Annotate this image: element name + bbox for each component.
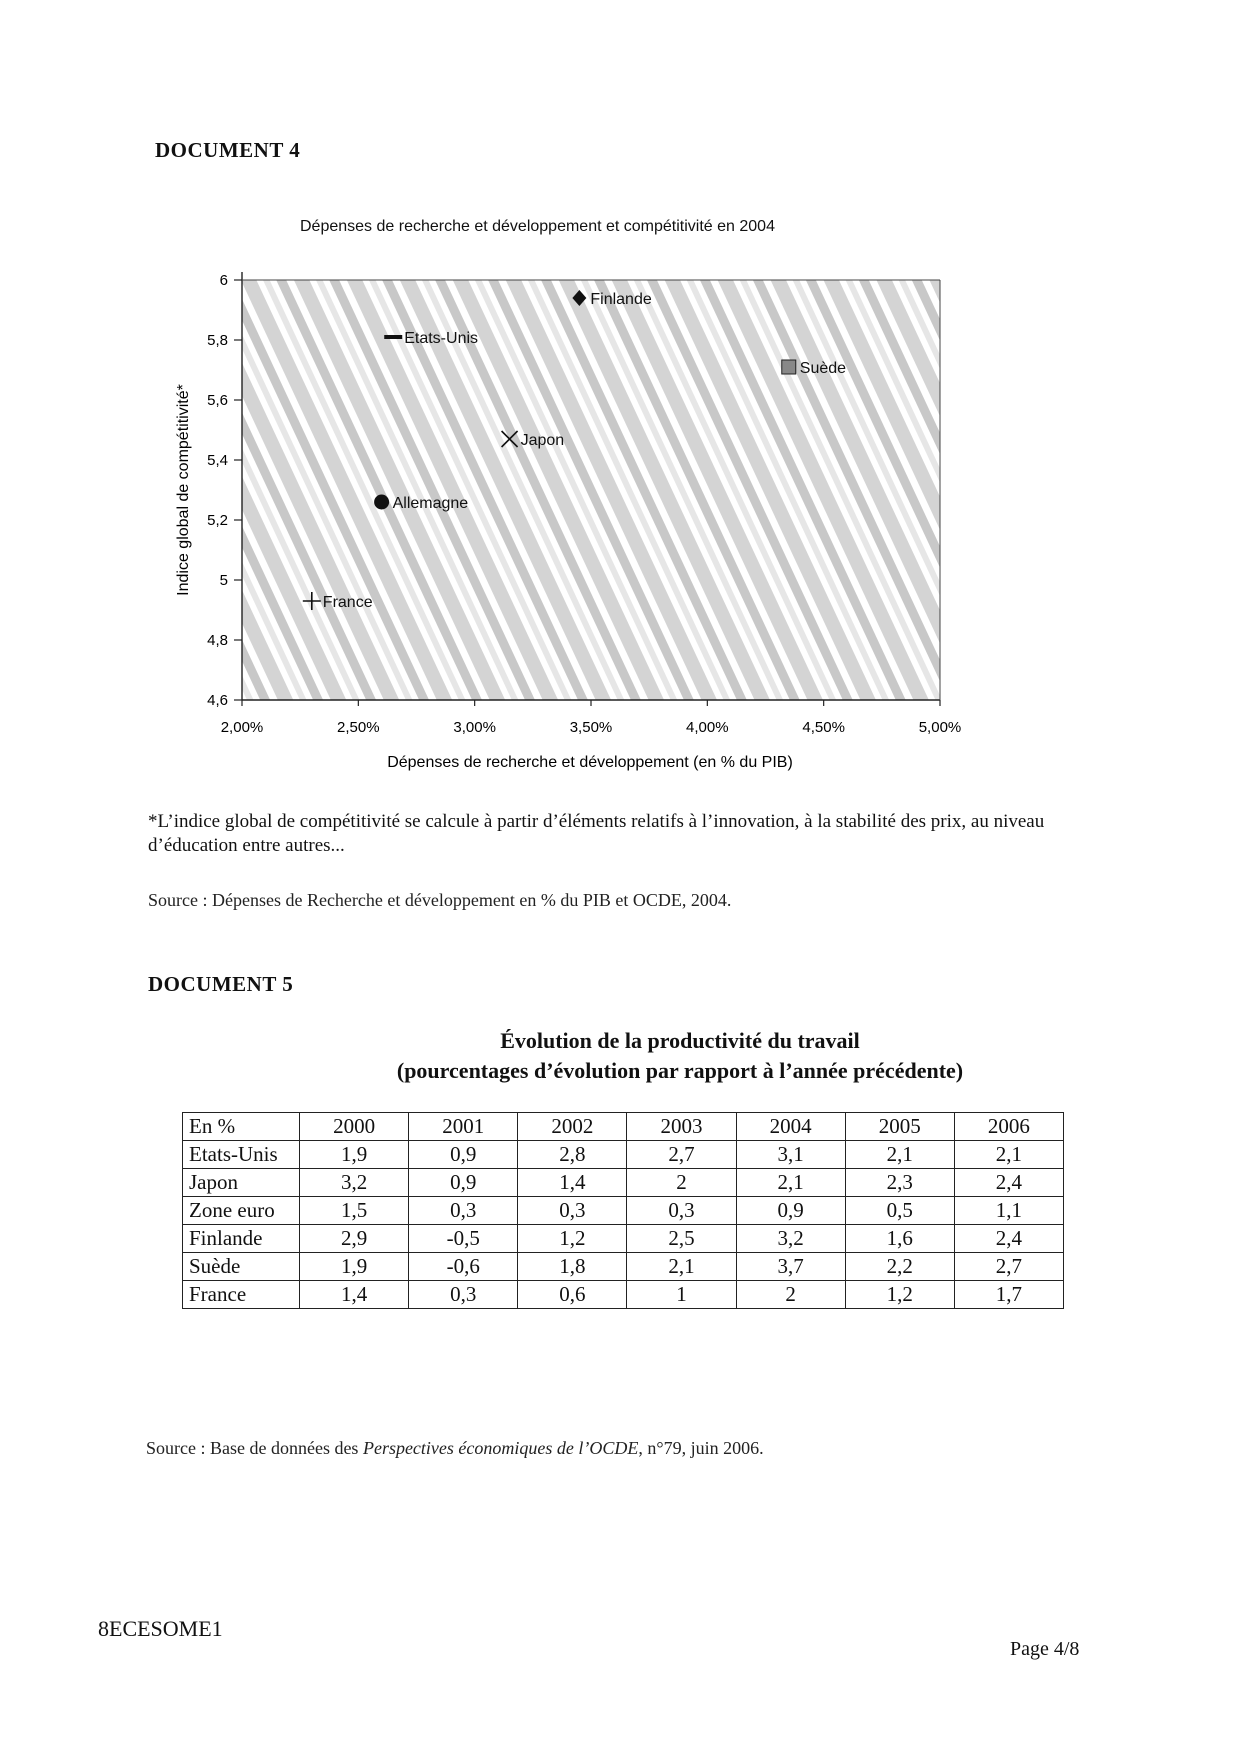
header-cell: 2003	[627, 1113, 736, 1141]
header-cell: 2000	[300, 1113, 409, 1141]
point-label-allemagne: Allemagne	[392, 495, 469, 512]
table-cell: 1,2	[518, 1225, 627, 1253]
productivity-table	[182, 1112, 1064, 1309]
document-4-source: Source : Dépenses de Recherche et développement en % du PIB et OCDE, 2004.	[148, 890, 732, 910]
table-row	[183, 1169, 1064, 1197]
x-tick-label: 5,00%	[918, 719, 962, 736]
y-tick-label: 5,4	[207, 452, 228, 469]
table-cell: 3,1	[736, 1141, 845, 1169]
y-axis-label: Indice global de compétitivité*	[175, 384, 192, 596]
exam-code: 8ECESOME1	[98, 1616, 223, 1641]
table-cell: 2,1	[627, 1253, 736, 1281]
y-tick-label: 5	[219, 572, 228, 589]
table-cell: 2,4	[954, 1169, 1063, 1197]
y-tick-label: 4,6	[207, 692, 228, 709]
header-cell: 2004	[736, 1113, 845, 1141]
row-label: Etats-Unis	[183, 1141, 300, 1169]
table-cell: 1,7	[954, 1281, 1063, 1309]
y-tick-label: 5,6	[207, 392, 228, 409]
table-row	[183, 1281, 1064, 1309]
table-cell: 1,6	[845, 1225, 954, 1253]
table-cell: 2	[627, 1169, 736, 1197]
point-etats-unis	[384, 335, 402, 339]
header-cell: 2001	[409, 1113, 518, 1141]
x-tick-label: 2,00%	[220, 719, 264, 736]
y-tick-label: 5,8	[207, 332, 228, 349]
table-subtitle: (pourcentages d’évolution par rapport à l’année précédente)	[396, 1058, 964, 1083]
point-label-japon: Japon	[520, 432, 565, 449]
table-cell: 1,4	[300, 1281, 409, 1309]
table-cell: 0,3	[518, 1197, 627, 1225]
table-cell: 2,2	[845, 1253, 954, 1281]
table-cell: 2,4	[954, 1225, 1063, 1253]
plot-area	[242, 280, 940, 700]
table-cell: 0,9	[409, 1169, 518, 1197]
table-cell: -0,5	[409, 1225, 518, 1253]
row-label: Japon	[183, 1169, 300, 1197]
table-cell: 2,8	[518, 1141, 627, 1169]
table-cell: 2,1	[845, 1141, 954, 1169]
y-tick-label: 6	[219, 272, 228, 289]
chart-title: Dépenses de recherche et développement et compétitivité en 2004	[300, 218, 775, 235]
source-prefix: Source : Base de données des	[146, 1438, 363, 1458]
table-row	[183, 1253, 1064, 1281]
document-4-heading: DOCUMENT 4	[155, 138, 301, 162]
table-cell: 0,3	[627, 1197, 736, 1225]
table-cell: 2,7	[627, 1141, 736, 1169]
table-cell: 1,8	[518, 1253, 627, 1281]
table-cell: 2,3	[845, 1169, 954, 1197]
table-cell: 3,7	[736, 1253, 845, 1281]
table-cell: 0,9	[736, 1197, 845, 1225]
document-5-source	[146, 1438, 764, 1459]
row-label: Suède	[183, 1253, 300, 1281]
table-cell: 0,5	[845, 1197, 954, 1225]
table-cell: 2,5	[627, 1225, 736, 1253]
x-tick-label: 3,00%	[453, 719, 496, 736]
point-label-etats-unis: Etats-Unis	[404, 330, 479, 347]
point-label-su-de: Suède	[799, 360, 847, 377]
table-cell: 0,3	[409, 1197, 518, 1225]
point-allemagne	[374, 495, 389, 510]
header-cell: 2006	[954, 1113, 1063, 1141]
row-label: Zone euro	[183, 1197, 300, 1225]
table-cell: 0,9	[409, 1141, 518, 1169]
table-row	[183, 1225, 1064, 1253]
table-cell: 1,1	[954, 1197, 1063, 1225]
table-cell: 1,9	[300, 1141, 409, 1169]
document-5-heading: DOCUMENT 5	[148, 972, 294, 996]
table-cell: 1	[627, 1281, 736, 1309]
y-tick-label: 5,2	[207, 512, 228, 529]
table-title: Évolution de la productivité du travail	[500, 1028, 860, 1053]
x-tick-label: 4,50%	[802, 719, 845, 736]
header-cell: 2005	[845, 1113, 954, 1141]
source-publication: Perspectives économiques de l’OCDE	[362, 1438, 639, 1458]
table-cell: 2,7	[954, 1253, 1063, 1281]
table-row	[183, 1141, 1064, 1169]
table-cell: 2,1	[954, 1141, 1063, 1169]
x-tick-label: 3,50%	[569, 719, 613, 736]
point-label-finlande: Finlande	[590, 291, 652, 308]
scatter-chart	[0, 0, 1240, 800]
table-cell: 1,4	[518, 1169, 627, 1197]
row-label: France	[183, 1281, 300, 1309]
table-cell: 2,1	[736, 1169, 845, 1197]
row-label: Finlande	[183, 1225, 300, 1253]
table-cell: 0,3	[409, 1281, 518, 1309]
point-su-de	[782, 360, 796, 374]
x-axis-label: Dépenses de recherche et développement (en % du PIB)	[387, 754, 793, 771]
header-cell: 2002	[518, 1113, 627, 1141]
competitiveness-footnote: *L’indice global de compétitivité se calcule à partir d’éléments relatifs à l’innovation, à la stabilité des prix, au niveau d’éducation entre autres...	[148, 811, 1045, 856]
table-cell: 2	[736, 1281, 845, 1309]
table-cell: -0,6	[409, 1253, 518, 1281]
table-cell: 1,5	[300, 1197, 409, 1225]
y-tick-label: 4,8	[207, 632, 228, 649]
table-cell: 1,2	[845, 1281, 954, 1309]
table-header-row	[183, 1113, 1064, 1141]
x-tick-label: 4,00%	[686, 719, 729, 736]
table-cell: 0,6	[518, 1281, 627, 1309]
table-row	[183, 1197, 1064, 1225]
page-number: Page 4/8	[1010, 1638, 1080, 1660]
table-cell: 1,9	[300, 1253, 409, 1281]
header-cell: En %	[183, 1113, 300, 1141]
point-label-france: France	[322, 594, 373, 611]
table-cell: 2,9	[300, 1225, 409, 1253]
x-tick-label: 2,50%	[337, 719, 380, 736]
table-cell: 3,2	[300, 1169, 409, 1197]
source-suffix: , n°79, juin 2006.	[638, 1438, 764, 1458]
table-cell: 3,2	[736, 1225, 845, 1253]
